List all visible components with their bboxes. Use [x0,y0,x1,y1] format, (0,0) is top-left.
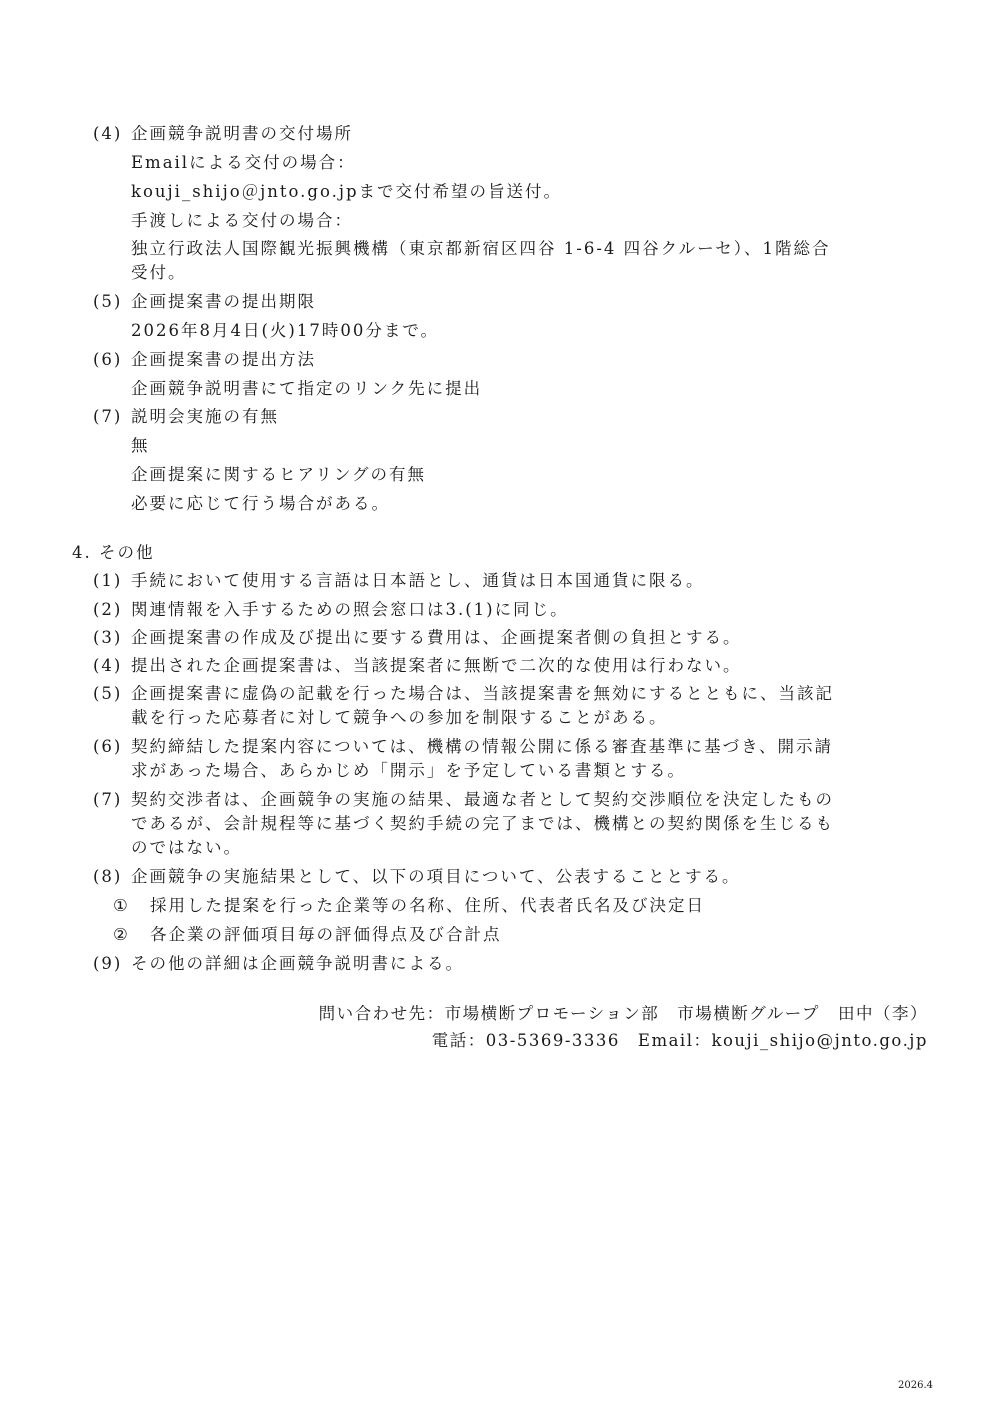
subitem-mark: ② [113,925,130,944]
item-number: (5) [93,292,123,311]
item-number: (7) [93,407,123,426]
item-number: (6) [93,350,123,369]
item-line: 無 [131,436,150,455]
contact-phone-email: 電話：03-5369-3336 Email：kouji_shijo@jnto.go.jp [431,1031,928,1050]
item-number: (1) [93,571,123,590]
footer-date: 2026.4 [898,1380,933,1391]
item-number: (5) [93,684,123,703]
item-line: 関連情報を入手するための照会窓口は3.(1)に同じ。 [131,600,569,619]
item-title: 企画提案書の提出方法 [131,350,316,369]
item-number: (7) [93,790,123,809]
item-line: 提出された企画提案書は、当該提案者に無断で二次的な使用は行わない。 [131,656,742,675]
item-line: であるが、会計規程等に基づく契約手続の完了までは、機構との契約関係を生じるも [131,814,834,833]
item-line: 企画提案に関するヒアリングの有無 [131,465,427,484]
item-number: (4) [93,124,123,143]
item-number: (4) [93,656,123,675]
section-heading: 4. その他 [72,543,155,562]
item-line: 求があった場合、あらかじめ「開示」を予定している書類とする。 [131,761,686,780]
item-line: その他の詳細は企画競争説明書による。 [131,954,464,973]
item-line: 必要に応じて行う場合がある。 [131,494,390,513]
item-line: 手渡しによる交付の場合： [131,211,353,230]
item-title: 説明会実施の有無 [131,407,279,426]
subitem-mark: ① [113,896,130,915]
item-number: (3) [93,628,123,647]
item-number: (8) [93,867,123,886]
item-title: 企画提案書の提出期限 [131,292,316,311]
item-number: (9) [93,954,123,973]
item-number: (6) [93,737,123,756]
item-line: 企画提案書の作成及び提出に要する費用は、企画提案者側の負担とする。 [131,628,742,647]
item-title: 企画競争説明書の交付場所 [131,124,353,143]
item-line: 受付。 [131,263,187,282]
item-line: 企画競争の実施結果として、以下の項目について、公表することとする。 [131,867,741,886]
item-line: 企画提案書に虚偽の記載を行った場合は、当該提案書を無効にするとともに、当該記 [131,684,834,703]
item-line: 載を行った応募者に対して競争への参加を制限することがある。 [131,708,668,727]
contact-line: 問い合わせ先：市場横断プロモーション部 市場横断グループ 田中（李） [318,1004,928,1023]
item-line: 企画競争説明書にて指定のリンク先に提出 [131,379,483,398]
item-line: 独立行政法人国際観光振興機構（東京都新宿区四谷 1-6-4 四谷クルーセ）、1階総合 [131,239,831,258]
item-line: 手続において使用する言語は日本語とし、通貨は日本国通貨に限る。 [131,571,705,590]
item-number: (2) [93,600,123,619]
item-line: Emailによる交付の場合： [131,153,356,172]
item-line: 契約交渉者は、企画競争の実施の結果、最適な者として契約交渉順位を決定したもの [131,790,834,809]
subitem-text: 採用した提案を行った企業等の名称、住所、代表者氏名及び決定日 [150,896,705,915]
item-line: kouji_shijo＠jnto.go.jpまで交付希望の旨送付。 [131,182,563,201]
item-line: 契約締結した提案内容については、機構の情報公開に係る審査基準に基づき、開示請 [131,737,834,756]
item-line: のではない。 [131,838,242,857]
subitem-text: 各企業の評価項目毎の評価得点及び合計点 [150,925,502,944]
item-line: 2026年8月4日(火)17時00分まで。 [131,321,440,340]
